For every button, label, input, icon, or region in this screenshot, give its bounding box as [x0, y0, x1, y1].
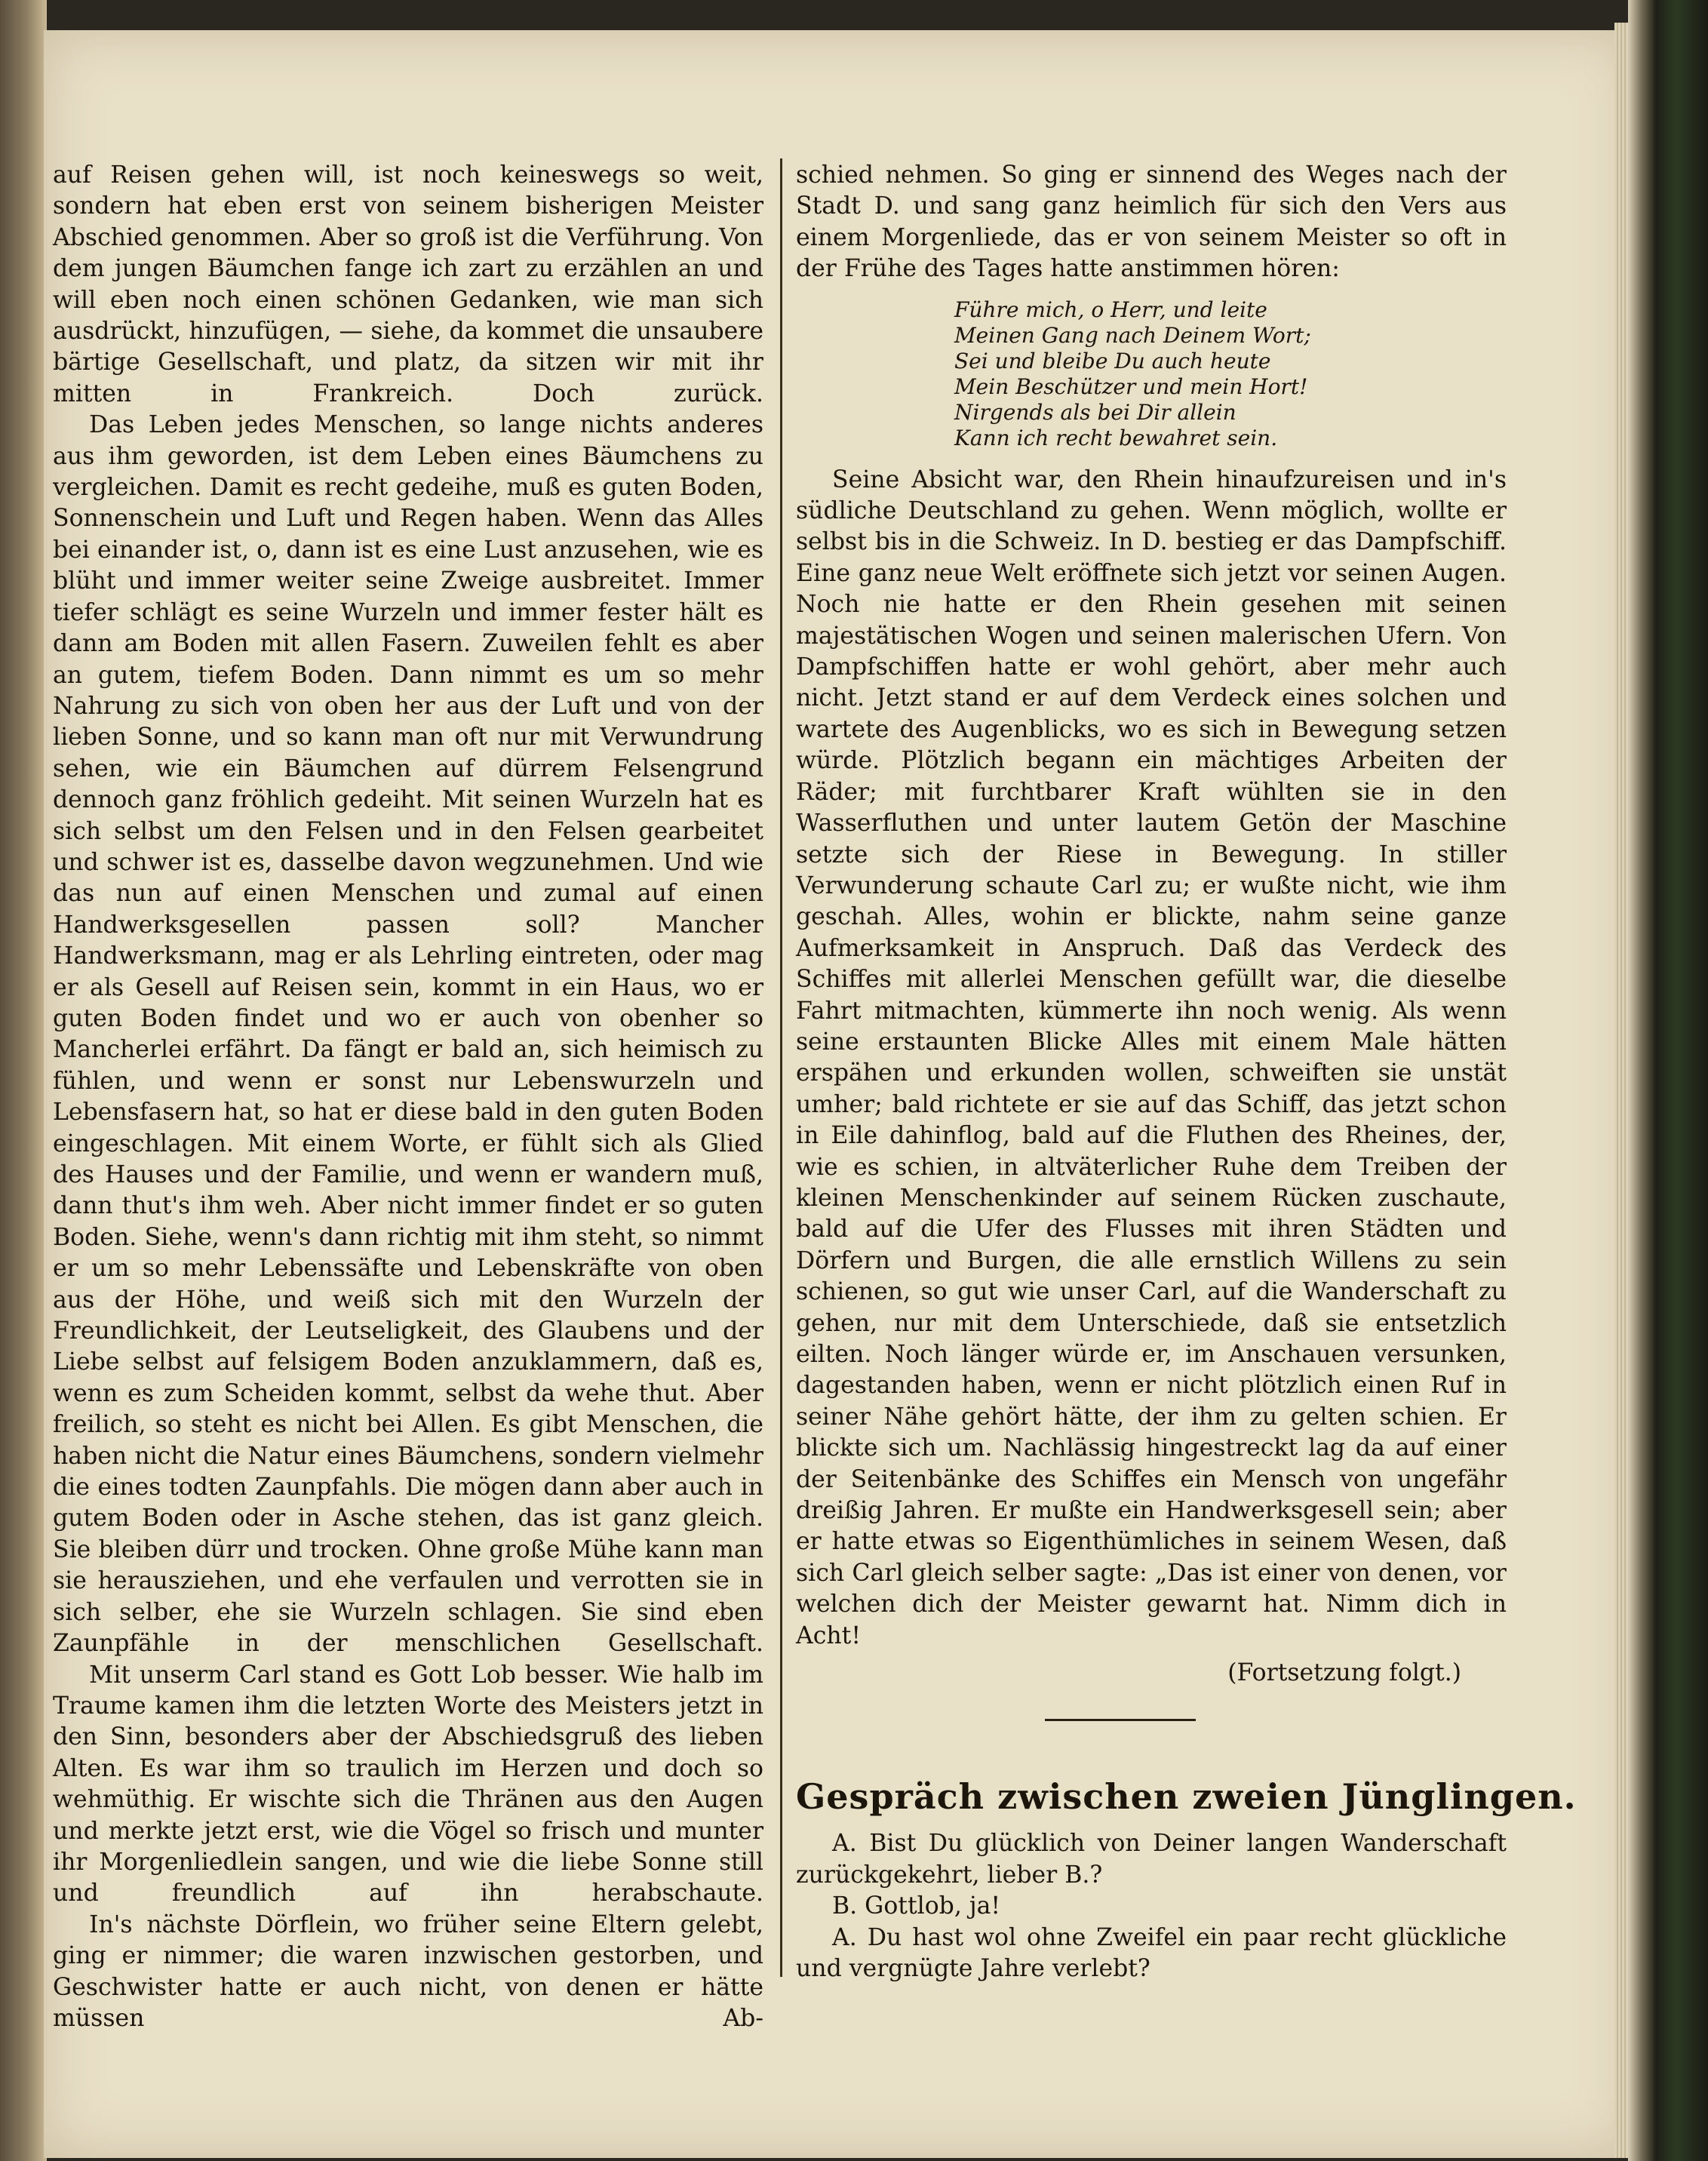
paragraph: Mit unserm Carl stand es Gott Lob besser. Wie halb im Traume kamen ihm die letzten Worte des Meisters jetzt in den Sinn, besonders aber der Abschiedsgruß des lieben Alten. Es war ihm so traulich im Herzen und doch so wehmüthig. Er wischte sich die Thränen aus den Augen und merkte jetzt erst, wie die Vögel so frisch und munter ihr Morgenliedlein sangen, und wie die liebe Sonne still und freundlich auf ihn herabschaute.: [53, 1661, 763, 1907]
paragraph: schied nehmen. So ging er sinnend des Weges nach der Stadt D. und sang ganz heimlich für sich den Vers aus einem Morgenliede, das er von seinem Meister so oft in der Frühe des Tages hatte anstimmen hören:: [796, 161, 1507, 283]
poem-verse: [954, 297, 1507, 451]
book-binding: [0, 0, 47, 2161]
poem-line: Führe mich, o Herr, und leite: [954, 297, 1267, 322]
poem-line: Nirgends als bei Dir allein: [954, 399, 1236, 425]
section-heading: Gespräch zwischen zweien Jünglingen.: [796, 1776, 1577, 1818]
paragraph: Seine Absicht war, den Rhein hinaufzureisen und in's südliche Deutschland zu gehen. Wenn möglich, wollte er selbst bis in die Schweiz. In D. bestieg er das Dampfschiff. Eine ganz neue Welt eröffnete sich jetzt vor seinen Augen. Noch nie hatte er den Rhein gesehen mit seinen majestätischen Wogen und seinen malerischen Ufern. Von Dampfschiffen hatte er wohl gehört, aber mehr auch nicht. Jetzt stand er auf dem Verdeck eines solchen und wartete des Augenblicks, wo es sich in Bewegung setzen würde. Plötzlich begann ein mächtiges Arbeiten der Räder; mit furchtbarer Kraft wühlten sie in den Wasserfluthen und unter lautem Getön der Maschine setzte sich der Riese in Bewegung. In stiller Verwunderung schaute Carl zu; er wußte nicht, wie ihm geschah. Alles, wohin er blickte, nahm seine ganze Aufmerksamkeit in Anspruch. Daß das Verdeck des Schiffes mit allerlei Menschen gefüllt war, die dieselbe Fahrt mitmachten, kümmerte ihn noch wenig. Als wenn seine erstaunten Blicke Alles mit einem Male hätten erspähen und erkunden wollen, schweiften sie unstät umher; bald richtete er sie auf das Schiff, das jetzt schon in Eile dahinflog, bald auf die Fluthen des Rheines, der, wie es schien, in altväterlicher Ruhe dem Treiben der kleinen Menschenkinder auf seinem Rücken zuschaute, bald auf die Ufer des Flusses mit ihren Städten und Dörfern und Burgen, die alle ernstlich Willens zu sein schienen, so gut wie unser Carl, auf die Wanderschaft zu gehen, nur mit dem Unterschiede, daß sie entsetzlich eilten. Noch länger würde er, im Anschauen versunken, dagestanden haben, wenn er nicht plötzlich einen Ruf in seiner Nähe gehört hätte, der ihm zu gelten schien. Er blickte sich um. Nachlässig hingestreckt lag da auf einer der Seitenbänke des Schiffes ein Mensch von ungefähr dreißig Jahren. Er mußte ein Handwerksgesell sein; aber er hatte etwas so Eigenthümliches in seinem Wesen, daß sich Carl gleich selber sagte: „Das ist einer von denen, vor welchen dich der Meister gewarnt hat. Nimm dich in Acht!: [796, 466, 1507, 1649]
continuation-note: (Fortsetzung folgt.): [1227, 1659, 1461, 1687]
poem-line: Sei und bleibe Du auch heute: [954, 348, 1271, 373]
paragraph: Das Leben jedes Menschen, so lange nichts anderes aus ihm geworden, ist dem Leben eines Bäumchens zu vergleichen. Damit es recht gedeihe, muß es guten Boden, Sonnenschein und Luft und Regen haben. Wenn das Alles bei einander ist, o, dann ist es eine Lust anzusehen, wie es blüht und immer weiter seine Zweige ausbreitet. Immer tiefer schlägt es seine Wurzeln und immer fester hält es dann am Boden mit allen Fasern. Zuweilen fehlt es aber an gutem, tiefem Boden. Dann nimmt es um so mehr Nahrung zu sich von oben her aus der Luft und von der lieben Sonne, und so kann man oft nur mit Verwundrung sehen, wie ein Bäumchen auf dürrem Felsengrund dennoch ganz fröhlich gedeiht. Mit seinen Wurzeln hat es sich selbst um den Felsen und in den Felsen gearbeitet und schwer ist es, dasselbe davon wegzunehmen. Und wie das nun auf einen Menschen und zumal auf einen Handwerksgesellen passen soll? Mancher Handwerksmann, mag er als Lehrling eintreten, oder mag er als Gesell auf Reisen sein, kommt in ein Haus, wo er guten Boden findet und wo er auch von obenher so Mancherlei erfährt. Da fängt er bald an, sich heimisch zu fühlen, und wenn er sonst nur Lebenswurzeln und Lebensfasern hat, so hat er diese bald in den guten Boden eingeschlagen. Mit einem Worte, er fühlt sich als Glied des Hauses und der Familie, und wenn er wandern muß, dann thut's ihm weh. Aber nicht immer findet er so guten Boden. Siehe, wenn's dann richtig mit ihm steht, so nimmt er um so mehr Lebenssäfte und Lebenskräfte von oben aus der Höhe, und weiß sich mit den Wurzeln der Freundlichkeit, der Leutseligkeit, des Glaubens und der Liebe selbst auf felsigem Boden anzuklammern, daß es, wenn es zum Scheiden kommt, selbst da wehe thut. Aber freilich, so steht es nicht bei Allen. Es gibt Menschen, die haben nicht die Natur eines Bäumchens, sondern vielmehr die eines todten Zaunpfahls. Die mögen dann aber auch in gutem Boden oder in Asche stehen, das ist ganz gleich. Sie bleiben dürr und trocken. Ohne große Mühe kann man sie herausziehen, und ehe verfaulen und verrotten sie in sich selber, ehe sie Wurzeln schlagen. Sie sind eben Zaunpfähle in der menschlichen Gesellschaft.: [53, 411, 763, 1658]
dialogue-line: A. Bist Du glücklich von Deiner langen Wanderschaft zurückgekehrt, lieber B.?: [796, 1830, 1507, 1889]
poem-line: Kann ich recht bewahret sein.: [954, 425, 1278, 450]
paragraph: auf Reisen gehen will, ist noch keineswegs so weit, sondern hat eben erst von seinem bisherigen Meister Abschied genommen. Aber so groß ist die Verführung. Von dem jungen Bäumchen fange ich zart zu erzählen an und will eben noch einen schönen Gedanken, wie man sich ausdrückt, hinzufügen, — siehe, da kommet die unsaubere bärtige Gesellschaft, und platz, da sitzen wir mit ihr mitten in Frankreich. Doch zurück.: [53, 161, 763, 407]
dialogue-line: B. Gottlob, ja!: [832, 1892, 1001, 1920]
dialogue-line: A. Du hast wol ohne Zweifel ein paar recht glückliche und vergnügte Jahre verlebt?: [796, 1923, 1507, 1983]
paragraph: In's nächste Dörflein, wo früher seine Eltern gelebt, ging er nimmer; die waren inzwischen gestorben, und Geschwister hatte er auch nicht, von denen er hätte müssen Ab-: [53, 1910, 763, 2032]
left-column: [53, 160, 763, 2034]
poem-line: Meinen Gang nach Deinem Wort;: [954, 322, 1311, 348]
column-divider: [780, 158, 782, 1977]
book-cover-edge: [1628, 0, 1708, 2161]
right-column: [796, 160, 1577, 1985]
poem-line: Mein Beschützer und mein Hort!: [954, 373, 1308, 399]
section-separator: [1045, 1719, 1196, 1721]
